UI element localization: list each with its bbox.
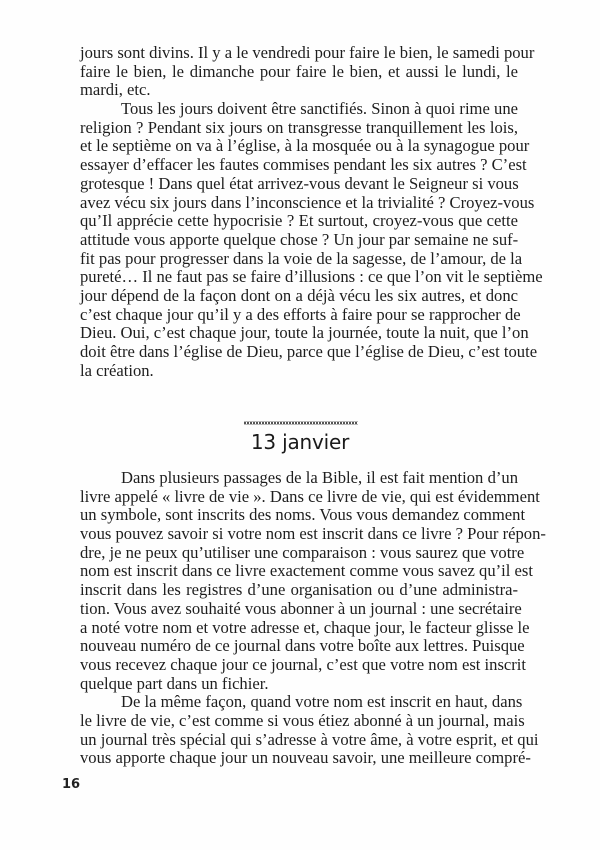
text-line: a noté votre nom et votre adresse et, chaque jour, le facteur glisse le: [80, 617, 530, 637]
text-line: faire le bien, le dimanche pour faire le bien, et aussi le lundi, le: [80, 61, 518, 81]
text-line: attitude vous apporte quelque chose ? Un jour par semaine ne suf-: [80, 229, 519, 249]
text-line: doit être dans l’église de Dieu, parce que l’église de Dieu, c’est toute: [80, 342, 538, 361]
page-number: 16: [62, 777, 81, 792]
text-line: grotesque ! Dans quel état arrivez-vous devant le Seigneur si vous: [80, 173, 519, 193]
text-line: jours sont divins. Il y a le vendredi pour faire le bien, le samedi pour: [80, 43, 535, 62]
text-line: nom est inscrit dans ce livre exactement comme vous savez qu’il est: [80, 561, 533, 581]
text-line: pureté… Il ne faut pas se faire d’illusions : ce que l’on vit le septième: [80, 267, 543, 287]
section-divider-ornament: [244, 421, 358, 425]
text-line: vous pouvez savoir si votre nom est inscrit dans ce livre ? Pour répon-: [80, 524, 546, 544]
text-line: nouveau numéro de ce journal dans votre boîte aux lettres. Puisque: [80, 636, 525, 656]
text-line: vous recevez chaque jour ce journal, c’est que votre nom est inscrit: [80, 654, 527, 674]
current-entry-text: [80, 468, 546, 768]
text-line: dre, je ne peux qu’utiliser une comparaison : vous saurez que votre: [80, 542, 525, 562]
text-line: tion. Vous avez souhaité vous abonner à un journal : une secrétaire: [80, 598, 522, 618]
text-line: la création.: [80, 360, 154, 380]
text-line: le livre de vie, c’est comme si vous étiez abonné à un journal, mais: [80, 710, 525, 730]
text-line: c’est chaque jour qu’il y a des efforts à faire pour se rapprocher de: [80, 304, 521, 324]
text-line: un symbole, sont inscrits des noms. Vous vous demandez comment: [80, 505, 526, 525]
text-line: vous apporte chaque jour un nouveau savoir, une meilleure compré-: [80, 748, 531, 768]
text-line: Tous les jours doivent être sanctifiés. Sinon à quoi rime une: [121, 99, 518, 119]
previous-entry-text: [80, 43, 543, 380]
entry-date-heading: 13 janvier: [250, 430, 350, 454]
text-line: essayer d’effacer les fautes commises pendant les six autres ? C’est: [80, 155, 527, 175]
text-line: fit pas pour progresser dans la voie de la sagesse, de l’amour, de la: [80, 248, 523, 268]
text-line: quelque part dans un fichier.: [80, 673, 269, 693]
text-line: Dans plusieurs passages de la Bible, il est fait mention d’un: [121, 468, 518, 487]
text-line: jour dépend de la façon dont on a déjà vécu les six autres, et donc: [80, 285, 518, 305]
text-line: avez vécu six jours dans l’inconscience et la trivialité ? Croyez-vous: [80, 192, 535, 212]
text-line: De la même façon, quand votre nom est inscrit en haut, dans: [121, 692, 523, 712]
text-line: et le septième on va à l’église, à la mosquée ou à la synagogue pour: [80, 136, 530, 156]
text-line: Dieu. Oui, c’est chaque jour, toute la journée, toute la nuit, que l’on: [80, 323, 529, 343]
text-line: un journal très spécial qui s’adresse à votre âme, à votre esprit, et qui: [80, 729, 539, 749]
text-line: livre appelé « livre de vie ». Dans ce livre de vie, qui est évidemment: [80, 486, 540, 506]
text-line: mardi, etc.: [80, 80, 151, 100]
text-line: religion ? Pendant six jours on transgresse tranquillement les lois,: [80, 117, 518, 137]
text-line: inscrit dans les registres d’une organisation ou d’une administra-: [80, 580, 518, 600]
text-line: qu’Il apprécie cette hypocrisie ? Et surtout, croyez-vous que cette: [80, 211, 518, 231]
